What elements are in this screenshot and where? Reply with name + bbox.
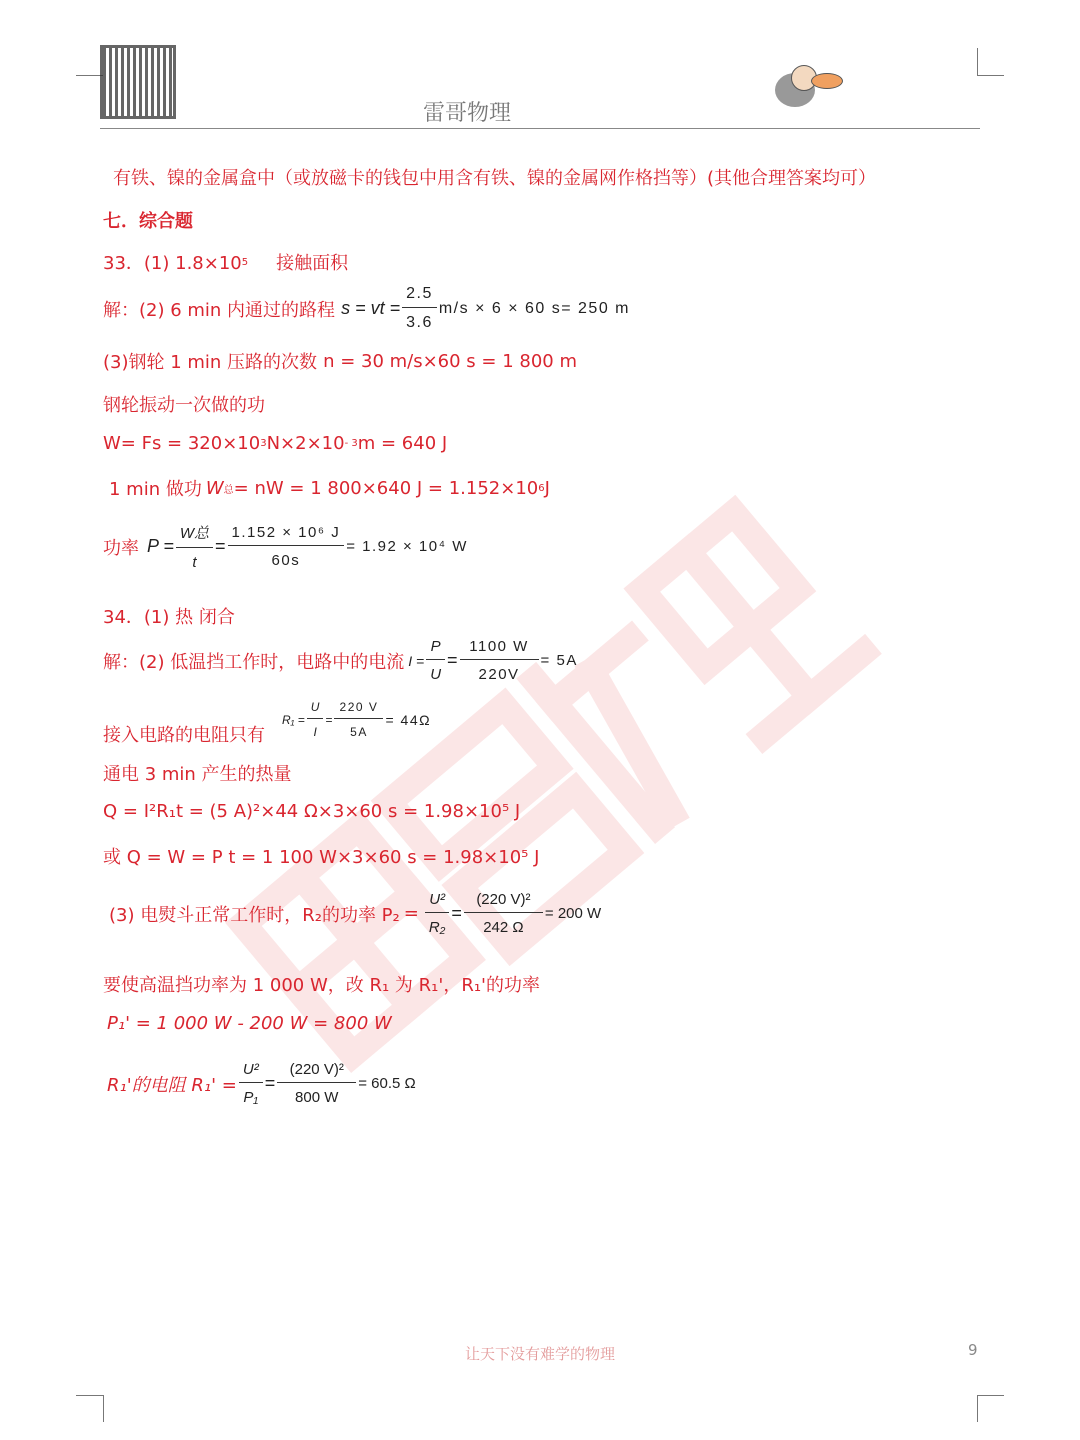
numerator: 1.152 × 10⁶ J [231, 524, 341, 541]
label: 解：(2) 6 min 内通过的路程 [103, 299, 336, 321]
corner-mark [977, 1395, 978, 1422]
part: m = 640 J [357, 433, 448, 454]
mascot-cartoon [775, 65, 843, 107]
total-work-equation [109, 475, 550, 501]
part: W [205, 477, 224, 499]
denominator: 242 Ω [464, 912, 543, 936]
corner-mark [977, 1395, 1004, 1396]
result: = 1.92 × 10⁴ W [346, 538, 468, 555]
label: 功率 [103, 537, 139, 559]
exponent: 3 [260, 438, 267, 449]
fraction [428, 638, 443, 683]
r1-prime-equation: R₁'的电阻 R₁' = $\frac{\text{U²}}{\text{P₁}}$ = $\frac{\text{(220 V)²}}{800 W}$ = 60.5 Ω [107, 1061, 416, 1106]
part: = nW = 1 800×640 J = 1.152×10 [233, 477, 539, 499]
numerator: (220 V)² [476, 891, 531, 908]
denominator: 3.6 [402, 307, 437, 332]
equation: n = 30 m/s×60 s = 1 800 m [323, 350, 577, 372]
section-heading: 七．综合题 [103, 211, 193, 232]
numerator: 220 V [339, 700, 379, 714]
work-label: 钢轮振动一次做的功 [103, 395, 265, 416]
result: = 60.5 Ω [358, 1075, 416, 1092]
qr-code [103, 48, 173, 116]
denominator: t [176, 547, 213, 571]
result: m/s × 6 × 60 s= 250 m [438, 299, 630, 317]
fraction [279, 1061, 354, 1106]
work-equation [103, 433, 447, 454]
denominator: I [307, 718, 324, 739]
subscript: 总 [223, 484, 234, 496]
fraction [404, 285, 435, 332]
heat-equation-alt: 或 Q = W = P t = 1 100 W×3×60 s = 1.98×10⁵ J [103, 847, 540, 868]
label: (3) 电熨斗正常工作时，R₂的功率 P₂ [109, 904, 400, 926]
corner-mark [977, 75, 1004, 76]
q33-value: 33．(1) 1.8×10 [103, 253, 242, 274]
q33-part1 [103, 249, 348, 275]
label: R₁'的电阻 R₁' = [107, 1074, 237, 1096]
part: 1 min 做功 [109, 479, 202, 500]
header-divider [100, 128, 980, 129]
q33-answer: 接触面积 [276, 253, 349, 274]
footer-slogan: 让天下没有难学的物理 [464, 1345, 615, 1363]
equation: s = vt = [341, 298, 401, 318]
corner-mark [76, 75, 103, 76]
denominator: R₂ [425, 912, 450, 936]
label: (3)钢轮 1 min 压路的次数 [103, 352, 318, 373]
denominator: 60s [228, 545, 345, 569]
q34-part2: 解：(2) 低温挡工作时，电路中的电流 I = $\frac{P}{U}$ = $\frac{1100 W}{220V}$ = 5A [103, 638, 578, 683]
page-number: 9 [968, 1341, 978, 1359]
part: J [544, 477, 550, 499]
exponent: - 3 [344, 438, 358, 449]
numerator: 2.5 [406, 285, 433, 302]
numerator: U² [242, 1061, 259, 1078]
heat-equation: Q = I²R₁t = (5 A)²×44 Ω×3×60 s = 1.98×10⁵ J [103, 801, 521, 822]
label: 解：(2) 低温挡工作时，电路中的电流 [103, 651, 405, 673]
denominator: 800 W [277, 1082, 356, 1106]
numerator: U [310, 700, 320, 714]
q33-part2 [103, 285, 630, 332]
numerator: (220 V)² [289, 1061, 344, 1078]
fraction [466, 891, 541, 936]
q34-part3: (3) 电熨斗正常工作时，R₂的功率 P₂ = $\frac{\text{U²}}{\text{R₂}}$ = $\frac{\text{(220 V)²}}{242 \Omega}$ = 200 W [109, 891, 602, 936]
part: W= Fs = 320×10 [103, 433, 261, 454]
p1-equation: P₁' = 1 000 W - 200 W = 800 W [107, 1013, 392, 1034]
heat-label: 通电 3 min 产生的热量 [103, 764, 292, 785]
r1-label: 接入电路的电阻只有 [103, 725, 265, 746]
header-title: 雷哥物理 [423, 101, 512, 126]
fraction [309, 700, 322, 739]
denominator: P₁ [239, 1082, 263, 1106]
equation: P = [147, 536, 174, 556]
result: = 5A [540, 652, 578, 669]
corner-mark [977, 48, 978, 75]
r1-equation: R₁ = $\frac{U}{I}$ = $\frac{220 V}{5A}$ = 44Ω [282, 700, 432, 739]
fraction [462, 638, 537, 683]
denominator: U [426, 659, 445, 683]
numerator: W总 [179, 525, 210, 542]
equation: R₁ = [282, 712, 305, 727]
denominator: 220V [460, 659, 539, 683]
numerator: U² [429, 891, 446, 908]
fraction [241, 1061, 261, 1106]
part: N×2×10 [266, 433, 345, 454]
result: = 44Ω [385, 711, 432, 728]
denominator: 5A [334, 718, 383, 739]
equation: I = [408, 652, 425, 669]
q34-part1: 34．(1) 热 闭合 [103, 607, 235, 628]
fraction [178, 522, 211, 571]
fraction [230, 524, 343, 569]
fraction [336, 700, 381, 739]
corner-mark [103, 1395, 104, 1422]
corner-mark [76, 1395, 103, 1396]
fraction [427, 891, 448, 936]
answer-line: 有铁、镍的金属盒中（或放磁卡的钱包中用含有铁、镍的金属网作格挡等）(其他合理答案均可） [113, 168, 877, 189]
numerator: P [430, 638, 441, 655]
exponent: 5 [241, 256, 249, 268]
high-temp-line: 要使高温挡功率为 1 000 W，改 R₁ 为 R₁'，R₁'的功率 [103, 975, 540, 996]
result: = 200 W [544, 905, 602, 922]
power-equation: 功率 P = $\frac{\text{W总}}{t}$ = $\frac{\text{1.152 × 10⁶ J}}{60s}$ = 1.92 × 10⁴ W [103, 524, 468, 571]
numerator: 1100 W [469, 638, 529, 655]
q33-part3 [103, 348, 577, 374]
exponent: 6 [538, 482, 545, 494]
